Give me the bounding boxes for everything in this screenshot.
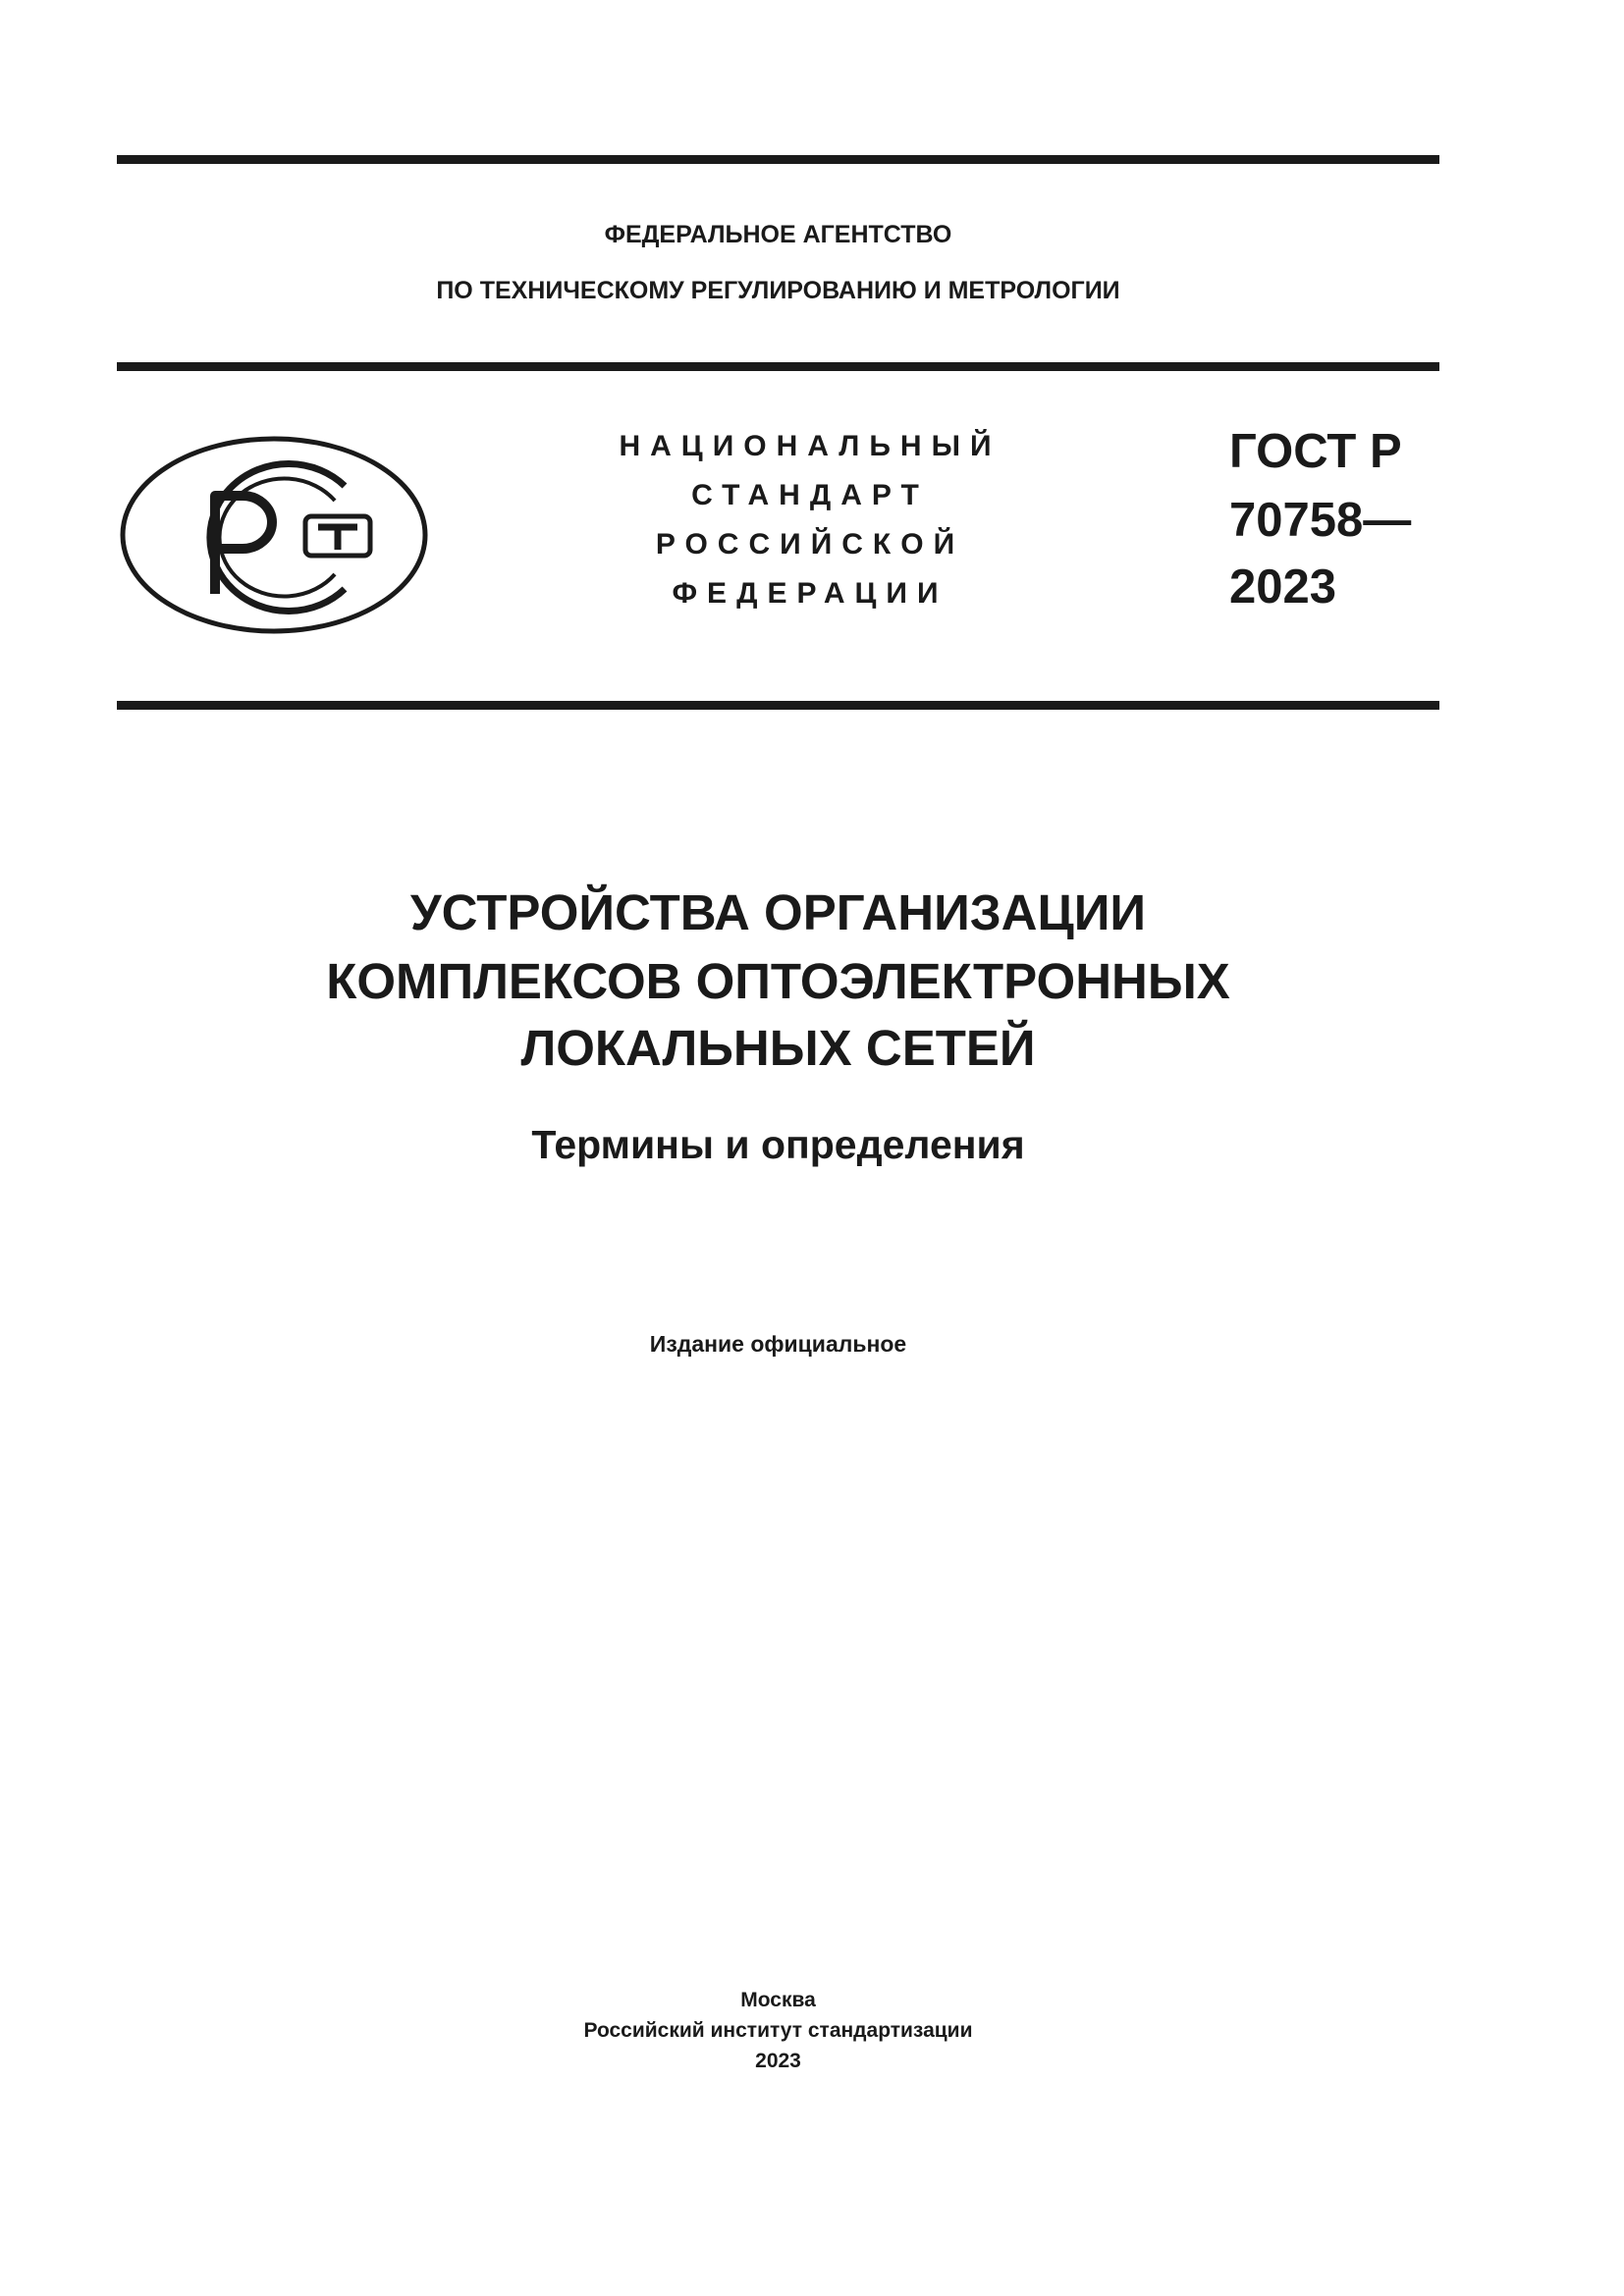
agency-line-1: ФЕДЕРАЛЬНОЕ АГЕНТСТВО <box>604 221 952 248</box>
top-rule <box>117 155 1439 164</box>
rst-logo <box>117 432 431 638</box>
national-standard-line-3: РОССИЙСКОЙ <box>655 528 965 561</box>
designation-rule <box>117 701 1439 710</box>
designation-line-1: ГОСТ Р <box>1229 425 1402 478</box>
edition-note: Издание официальное <box>649 1331 907 1357</box>
imprint-publisher: Российский институт стандартизации <box>583 2019 973 2042</box>
subtitle: Термины и определения <box>531 1122 1025 1167</box>
national-standard-line-2: СТАНДАРТ <box>691 479 929 511</box>
title-line-2: КОМПЛЕКСОВ ОПТОЭЛЕКТРОННЫХ <box>326 953 1230 1009</box>
imprint-city: Москва <box>740 1989 816 2011</box>
national-standard-line-1: НАЦИОНАЛЬНЫЙ <box>619 430 1001 462</box>
designation-line-3: 2023 <box>1229 561 1337 614</box>
agency-line-2: ПО ТЕХНИЧЕСКОМУ РЕГУЛИРОВАНИЮ И МЕТРОЛОГИИ <box>436 277 1120 304</box>
title-line-1: УСТРОЙСТВА ОРГАНИЗАЦИИ <box>409 884 1147 940</box>
designation-line-2: 70758— <box>1229 494 1412 547</box>
title-line-3: ЛОКАЛЬНЫХ СЕТЕЙ <box>520 1020 1036 1076</box>
imprint-year: 2023 <box>755 2050 801 2072</box>
national-standard-line-4: ФЕДЕРАЦИИ <box>672 577 948 610</box>
rst-logo-icon <box>117 432 431 638</box>
header-rule <box>117 362 1439 371</box>
